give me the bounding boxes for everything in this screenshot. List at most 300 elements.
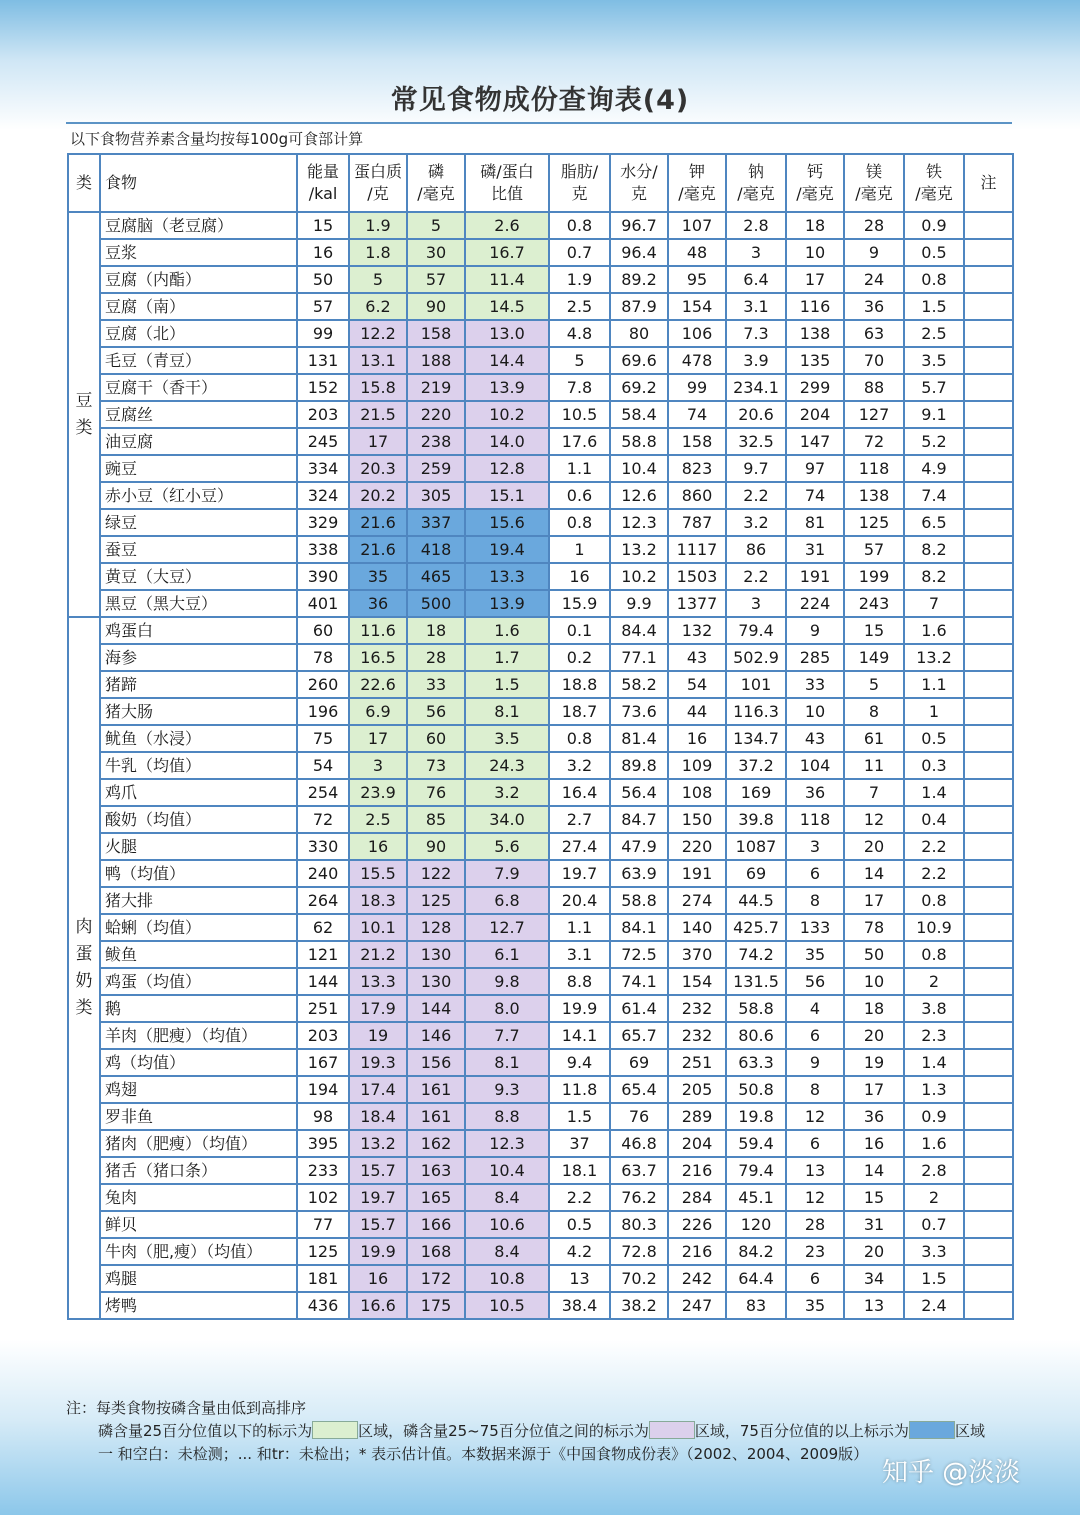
cell-energy: 144 [297, 968, 349, 995]
cell-water: 89.2 [610, 266, 668, 293]
cell-water: 74.1 [610, 968, 668, 995]
cell-phos: 5 [407, 212, 465, 239]
cell-k: 1117 [668, 536, 726, 563]
cell-protein: 6.9 [349, 698, 407, 725]
cell-energy: 15 [297, 212, 349, 239]
cell-fat: 0.6 [549, 482, 610, 509]
cell-fat: 8.8 [549, 968, 610, 995]
cell-energy: 395 [297, 1130, 349, 1157]
cell-water: 69.6 [610, 347, 668, 374]
cell-ratio: 10.2 [465, 401, 549, 428]
cell-fat: 2.7 [549, 806, 610, 833]
cell-note [964, 266, 1013, 293]
cell-fat: 3.2 [549, 752, 610, 779]
cell-fat: 14.1 [549, 1022, 610, 1049]
cell-mg: 5 [844, 671, 904, 698]
cell-phos: 259 [407, 455, 465, 482]
cell-ca: 147 [786, 428, 844, 455]
cell-water: 65.4 [610, 1076, 668, 1103]
cell-protein: 23.9 [349, 779, 407, 806]
cell-mg: 70 [844, 347, 904, 374]
cell-phos: 33 [407, 671, 465, 698]
cell-ratio: 13.3 [465, 563, 549, 590]
cell-fe: 0.7 [904, 1211, 964, 1238]
food-name: 猪舌（猪口条） [100, 1157, 297, 1184]
cell-protein: 19.3 [349, 1049, 407, 1076]
cell-phos: 60 [407, 725, 465, 752]
cell-na: 3.2 [726, 509, 786, 536]
subtitle: 以下食物营养素含量均按每100g可食部计算 [70, 130, 364, 148]
cell-protein: 1.9 [349, 212, 407, 239]
food-name: 鸡（均值） [100, 1049, 297, 1076]
cell-protein: 20.2 [349, 482, 407, 509]
cell-phos: 56 [407, 698, 465, 725]
cell-ca: 35 [786, 1292, 844, 1319]
cell-mg: 57 [844, 536, 904, 563]
cell-protein: 11.6 [349, 617, 407, 644]
cell-ratio: 1.7 [465, 644, 549, 671]
cell-energy: 57 [297, 293, 349, 320]
footnotes [66, 1397, 985, 1466]
cell-ca: 6 [786, 1130, 844, 1157]
cell-na: 37.2 [726, 752, 786, 779]
food-name: 牛肉（肥,瘦）（均值） [100, 1238, 297, 1265]
cell-water: 58.2 [610, 671, 668, 698]
table-row [68, 1184, 1013, 1211]
cell-mg: 13 [844, 1292, 904, 1319]
food-name: 烤鸭 [100, 1292, 297, 1319]
cell-fat: 13 [549, 1265, 610, 1292]
cell-fe: 5.2 [904, 428, 964, 455]
cell-k: 478 [668, 347, 726, 374]
note-sort: 注：每类食物按磷含量由低到高排序 [66, 1399, 307, 1417]
column-header: 铁 /毫克 [904, 154, 964, 212]
table-row [68, 1049, 1013, 1076]
cell-water: 69 [610, 1049, 668, 1076]
cell-k: 108 [668, 779, 726, 806]
cell-note [964, 482, 1013, 509]
cell-mg: 61 [844, 725, 904, 752]
cell-na: 1087 [726, 833, 786, 860]
cell-protein: 1.8 [349, 239, 407, 266]
cell-note [964, 1292, 1013, 1319]
cell-k: 191 [668, 860, 726, 887]
note-legend-end: 区域 [954, 1422, 985, 1440]
cell-water: 38.2 [610, 1292, 668, 1319]
cell-note [964, 1211, 1013, 1238]
cell-water: 13.2 [610, 536, 668, 563]
table-row [68, 941, 1013, 968]
cell-protein: 16 [349, 1265, 407, 1292]
cell-ratio: 7.7 [465, 1022, 549, 1049]
legend-swatch-mid [649, 1421, 695, 1439]
cell-mg: 17 [844, 887, 904, 914]
table-row [68, 212, 1013, 239]
cell-energy: 401 [297, 590, 349, 617]
cell-ca: 9 [786, 617, 844, 644]
cell-mg: 20 [844, 1238, 904, 1265]
cell-ca: 23 [786, 1238, 844, 1265]
cell-ca: 10 [786, 239, 844, 266]
cell-fat: 19.9 [549, 995, 610, 1022]
cell-ca: 285 [786, 644, 844, 671]
food-name: 牛乳（均值） [100, 752, 297, 779]
cell-fe: 5.7 [904, 374, 964, 401]
cell-k: 787 [668, 509, 726, 536]
food-name: 豆腐（北） [100, 320, 297, 347]
cell-mg: 243 [844, 590, 904, 617]
cell-protein: 15.8 [349, 374, 407, 401]
cell-fat: 37 [549, 1130, 610, 1157]
food-name: 鱿鱼（水浸） [100, 725, 297, 752]
cell-fe: 0.5 [904, 725, 964, 752]
cell-ca: 118 [786, 806, 844, 833]
cell-fat: 1.9 [549, 266, 610, 293]
cell-na: 69 [726, 860, 786, 887]
table-row [68, 1022, 1013, 1049]
table-row [68, 320, 1013, 347]
cell-energy: 181 [297, 1265, 349, 1292]
cell-water: 12.6 [610, 482, 668, 509]
food-name: 豆浆 [100, 239, 297, 266]
cell-phos: 305 [407, 482, 465, 509]
cell-fat: 0.8 [549, 725, 610, 752]
cell-fe: 0.9 [904, 1103, 964, 1130]
cell-protein: 6.2 [349, 293, 407, 320]
cell-na: 3.1 [726, 293, 786, 320]
cell-fat: 0.8 [549, 509, 610, 536]
cell-k: 205 [668, 1076, 726, 1103]
cell-note [964, 563, 1013, 590]
cell-fat: 16.4 [549, 779, 610, 806]
cell-ratio: 12.3 [465, 1130, 549, 1157]
cell-note [964, 455, 1013, 482]
cell-ratio: 9.8 [465, 968, 549, 995]
cell-ratio: 8.8 [465, 1103, 549, 1130]
cell-ca: 3 [786, 833, 844, 860]
table-row [68, 860, 1013, 887]
cell-water: 84.7 [610, 806, 668, 833]
column-header: 能量 /kal [297, 154, 349, 212]
cell-protein: 18.4 [349, 1103, 407, 1130]
cell-k: 251 [668, 1049, 726, 1076]
cell-fe: 0.8 [904, 266, 964, 293]
cell-fe: 3.3 [904, 1238, 964, 1265]
cell-na: 131.5 [726, 968, 786, 995]
food-name: 鸡腿 [100, 1265, 297, 1292]
cell-mg: 7 [844, 779, 904, 806]
cell-fat: 0.5 [549, 1211, 610, 1238]
food-name: 鸡蛋（均值） [100, 968, 297, 995]
cell-note [964, 698, 1013, 725]
cell-energy: 324 [297, 482, 349, 509]
cell-phos: 128 [407, 914, 465, 941]
cell-ratio: 13.9 [465, 374, 549, 401]
cell-mg: 10 [844, 968, 904, 995]
cell-water: 61.4 [610, 995, 668, 1022]
cell-fe: 3.5 [904, 347, 964, 374]
cell-fe: 7.4 [904, 482, 964, 509]
cell-ratio: 12.7 [465, 914, 549, 941]
cell-phos: 130 [407, 968, 465, 995]
table-row [68, 347, 1013, 374]
cell-k: 54 [668, 671, 726, 698]
cell-energy: 338 [297, 536, 349, 563]
cell-ratio: 13.9 [465, 590, 549, 617]
cell-energy: 330 [297, 833, 349, 860]
cell-energy: 329 [297, 509, 349, 536]
cell-note [964, 806, 1013, 833]
cell-protein: 21.2 [349, 941, 407, 968]
cell-na: 3 [726, 590, 786, 617]
cell-water: 10.2 [610, 563, 668, 590]
cell-fat: 7.8 [549, 374, 610, 401]
cell-energy: 121 [297, 941, 349, 968]
cell-k: 216 [668, 1157, 726, 1184]
cell-phos: 465 [407, 563, 465, 590]
cell-na: 2.2 [726, 482, 786, 509]
cell-energy: 78 [297, 644, 349, 671]
cell-fat: 38.4 [549, 1292, 610, 1319]
cell-fat: 16 [549, 563, 610, 590]
cell-water: 58.8 [610, 428, 668, 455]
cell-mg: 138 [844, 482, 904, 509]
cell-fe: 4.9 [904, 455, 964, 482]
cell-na: 425.7 [726, 914, 786, 941]
cell-protein: 15.7 [349, 1211, 407, 1238]
cell-ca: 299 [786, 374, 844, 401]
cell-ratio: 1.5 [465, 671, 549, 698]
cell-ca: 138 [786, 320, 844, 347]
cell-k: 140 [668, 914, 726, 941]
cell-fat: 1.1 [549, 455, 610, 482]
cell-k: 158 [668, 428, 726, 455]
cell-water: 84.4 [610, 617, 668, 644]
cell-fe: 1.6 [904, 1130, 964, 1157]
cell-k: 107 [668, 212, 726, 239]
cell-fat: 2.2 [549, 1184, 610, 1211]
cell-na: 63.3 [726, 1049, 786, 1076]
column-header: 钾 /毫克 [668, 154, 726, 212]
cell-phos: 168 [407, 1238, 465, 1265]
cell-fe: 2.2 [904, 860, 964, 887]
cell-fat: 10.5 [549, 401, 610, 428]
cell-protein: 21.5 [349, 401, 407, 428]
cell-protein: 5 [349, 266, 407, 293]
cell-water: 70.2 [610, 1265, 668, 1292]
cell-ratio: 3.2 [465, 779, 549, 806]
table-row [68, 536, 1013, 563]
table-row [68, 617, 1013, 644]
cell-ratio: 9.3 [465, 1076, 549, 1103]
column-header: 水分/ 克 [610, 154, 668, 212]
cell-note [964, 374, 1013, 401]
cell-na: 79.4 [726, 617, 786, 644]
cell-phos: 156 [407, 1049, 465, 1076]
cell-phos: 130 [407, 941, 465, 968]
cell-ratio: 6.8 [465, 887, 549, 914]
cell-energy: 152 [297, 374, 349, 401]
cell-energy: 203 [297, 1022, 349, 1049]
cell-ratio: 10.8 [465, 1265, 549, 1292]
cell-ratio: 15.1 [465, 482, 549, 509]
cell-water: 58.8 [610, 887, 668, 914]
cell-k: 48 [668, 239, 726, 266]
cell-k: 216 [668, 1238, 726, 1265]
cell-ratio: 14.5 [465, 293, 549, 320]
cell-ratio: 19.4 [465, 536, 549, 563]
cell-note [964, 968, 1013, 995]
cell-phos: 57 [407, 266, 465, 293]
cell-fat: 18.1 [549, 1157, 610, 1184]
cell-ca: 12 [786, 1103, 844, 1130]
cell-mg: 88 [844, 374, 904, 401]
cell-k: 220 [668, 833, 726, 860]
food-name: 海参 [100, 644, 297, 671]
cell-fe: 2.4 [904, 1292, 964, 1319]
cell-fat: 4.2 [549, 1238, 610, 1265]
table-row [68, 671, 1013, 698]
legend-swatch-low [312, 1421, 358, 1439]
cell-fe: 13.2 [904, 644, 964, 671]
cell-ca: 56 [786, 968, 844, 995]
cell-phos: 188 [407, 347, 465, 374]
cell-na: 39.8 [726, 806, 786, 833]
cell-phos: 18 [407, 617, 465, 644]
cell-mg: 11 [844, 752, 904, 779]
cell-protein: 15.5 [349, 860, 407, 887]
cell-protein: 16 [349, 833, 407, 860]
cell-na: 80.6 [726, 1022, 786, 1049]
cell-ca: 35 [786, 941, 844, 968]
cell-k: 232 [668, 995, 726, 1022]
food-name: 鸡爪 [100, 779, 297, 806]
cell-fe: 7 [904, 590, 964, 617]
cell-protein: 13.3 [349, 968, 407, 995]
cell-ca: 224 [786, 590, 844, 617]
cell-ca: 43 [786, 725, 844, 752]
cell-water: 96.7 [610, 212, 668, 239]
food-name: 豆腐脑（老豆腐） [100, 212, 297, 239]
cell-fe: 1.5 [904, 293, 964, 320]
table-row [68, 833, 1013, 860]
food-name: 蚕豆 [100, 536, 297, 563]
cell-protein: 15.7 [349, 1157, 407, 1184]
cell-note [964, 1130, 1013, 1157]
cell-ca: 9 [786, 1049, 844, 1076]
cell-phos: 165 [407, 1184, 465, 1211]
cell-na: 79.4 [726, 1157, 786, 1184]
cell-k: 99 [668, 374, 726, 401]
cell-phos: 28 [407, 644, 465, 671]
cell-phos: 238 [407, 428, 465, 455]
cell-phos: 418 [407, 536, 465, 563]
cell-phos: 125 [407, 887, 465, 914]
cell-protein: 17 [349, 725, 407, 752]
column-header: 食物 [100, 154, 297, 212]
cell-fe: 0.8 [904, 941, 964, 968]
cell-mg: 72 [844, 428, 904, 455]
cell-note [964, 860, 1013, 887]
watermark: 知乎 @淡淡 [882, 1458, 1021, 1488]
cell-mg: 31 [844, 1211, 904, 1238]
cell-energy: 196 [297, 698, 349, 725]
cell-protein: 16.5 [349, 644, 407, 671]
cell-mg: 118 [844, 455, 904, 482]
cell-water: 46.8 [610, 1130, 668, 1157]
cell-water: 87.9 [610, 293, 668, 320]
cell-mg: 63 [844, 320, 904, 347]
cell-water: 58.4 [610, 401, 668, 428]
cell-note [964, 212, 1013, 239]
cell-energy: 98 [297, 1103, 349, 1130]
cell-ratio: 8.1 [465, 698, 549, 725]
cell-protein: 18.3 [349, 887, 407, 914]
table-row [68, 1157, 1013, 1184]
cell-na: 134.7 [726, 725, 786, 752]
category-label: 豆 类 [68, 212, 100, 617]
note-legend [66, 1420, 985, 1443]
cell-ca: 33 [786, 671, 844, 698]
cell-energy: 16 [297, 239, 349, 266]
cell-phos: 122 [407, 860, 465, 887]
cell-mg: 20 [844, 833, 904, 860]
table-row [68, 374, 1013, 401]
column-header: 蛋白质 /克 [349, 154, 407, 212]
cell-protein: 21.6 [349, 509, 407, 536]
cell-ratio: 8.1 [465, 1049, 549, 1076]
cell-energy: 167 [297, 1049, 349, 1076]
cell-ratio: 5.6 [465, 833, 549, 860]
cell-energy: 62 [297, 914, 349, 941]
table-row [68, 725, 1013, 752]
table-row [68, 752, 1013, 779]
cell-na: 2.2 [726, 563, 786, 590]
cell-na: 74.2 [726, 941, 786, 968]
cell-phos: 90 [407, 833, 465, 860]
cell-ca: 133 [786, 914, 844, 941]
cell-k: 74 [668, 401, 726, 428]
cell-fe: 0.8 [904, 887, 964, 914]
table-row [68, 590, 1013, 617]
food-name: 绿豆 [100, 509, 297, 536]
cell-note [964, 320, 1013, 347]
food-name: 火腿 [100, 833, 297, 860]
cell-water: 77.1 [610, 644, 668, 671]
food-name: 鸡蛋白 [100, 617, 297, 644]
food-name: 油豆腐 [100, 428, 297, 455]
cell-na: 84.2 [726, 1238, 786, 1265]
cell-water: 9.9 [610, 590, 668, 617]
cell-ratio: 15.6 [465, 509, 549, 536]
cell-mg: 15 [844, 617, 904, 644]
cell-fe: 10.9 [904, 914, 964, 941]
cell-note [964, 887, 1013, 914]
cell-ca: 8 [786, 887, 844, 914]
cell-fat: 0.2 [549, 644, 610, 671]
cell-note [964, 644, 1013, 671]
note-legend-low: 磷含量25百分位值以下的标示为 [98, 1422, 313, 1440]
food-name: 黑豆（黑大豆） [100, 590, 297, 617]
cell-na: 9.7 [726, 455, 786, 482]
table-row [68, 239, 1013, 266]
cell-mg: 24 [844, 266, 904, 293]
cell-ratio: 2.6 [465, 212, 549, 239]
cell-mg: 149 [844, 644, 904, 671]
cell-energy: 251 [297, 995, 349, 1022]
cell-note [964, 347, 1013, 374]
cell-energy: 233 [297, 1157, 349, 1184]
